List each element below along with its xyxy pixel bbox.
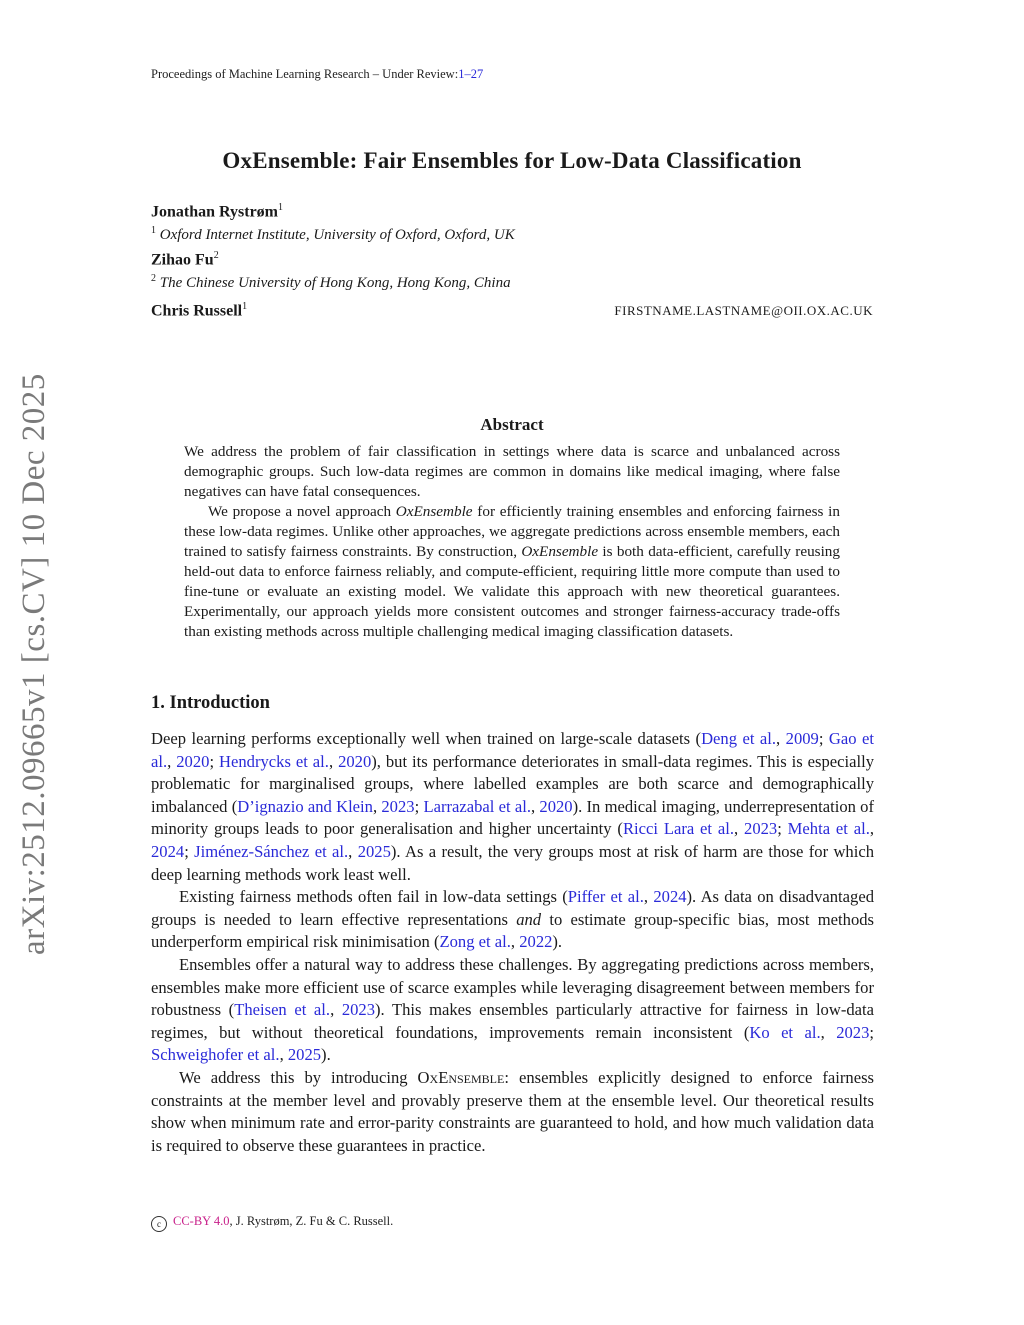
text: ; [184,841,195,861]
text: , [820,1022,837,1042]
citation-year-link[interactable]: 2023 [744,819,778,839]
intro-paragraph-1 [151,728,874,886]
text: , [510,932,520,952]
text: ). As a result, the very groups most at risk of harm are those for which deep learning methods work least well. [151,841,875,884]
citation-link[interactable]: Jiménez-Sánchez et al. [194,841,349,861]
author-2-sup: 2 [213,250,219,261]
author-3-name: Chris Russell [151,302,243,320]
text: ; [777,819,788,839]
abstract-body [184,442,840,642]
author-2 [151,250,219,269]
text: Existing fairness methods often fail in low-data settings ( [179,887,568,907]
affiliation-1-sup: 1 [151,225,156,236]
citation-link[interactable]: Theisen et al. [234,1000,331,1020]
author-2-name: Zihao Fu [151,251,214,269]
citation-link[interactable]: Ko et al. [749,1022,821,1042]
abstract-text: for efficiently training ensembles and enforcing fairness in these low-data regimes. Unlike other approaches, we aggregate predictions across ensemble members, each trained to satisfy fairness constraints. By construction, [184,503,840,560]
copyright-icon: c [151,1216,167,1232]
citation-year-link[interactable]: 2024 [653,887,687,907]
footer-authors: , J. Rystrøm, Z. Fu & C. Russell. [229,1214,394,1228]
text: ; [869,1022,874,1042]
citation-link[interactable]: Schweighofer et al. [151,1045,280,1065]
page-range-link[interactable]: 1–27 [458,67,484,81]
citation-year-link[interactable]: 2009 [785,729,819,748]
citation-link[interactable]: Hendrycks et al. [219,751,329,771]
method-name: OxEnsemble [395,503,473,520]
citation-year-link[interactable]: 2023 [341,1000,376,1020]
text: , [869,819,875,839]
citation-year-link[interactable]: 2020 [338,751,372,771]
citation-year-link[interactable]: 2025 [287,1045,322,1065]
abstract-text: is both data-efficient, carefully reusing held-out data to enforce fairness reliably, and compute-efficient, requiring little more compute than used to fine-tune or evaluate an existing model. We validate this approach with new theoretical guarantees. Experimentally, our approach yields more consistent outcomes and stronger fairness-accuracy trade-offs than existing methods across multiple challenging medical imaging classification datasets. [184,543,840,640]
abstract-heading: Abstract [480,415,544,434]
text: ), but its performance deteriorates in small-data regimes. This is especially problematic for marginalised groups, where labelled examples are both scarce and demographically imbalanced ( [151,751,875,816]
citation-link[interactable]: Mehta et al. [787,819,870,839]
method-name: OxEnsemble [417,1067,505,1087]
author-3-sup: 1 [242,301,248,312]
affiliation-1 [151,225,515,244]
section-heading-introduction: 1. Introduction [151,693,270,713]
citation-link[interactable]: Ricci Lara et al. [622,819,735,839]
text: , [328,751,339,771]
citation-year-link[interactable]: 2023 [381,796,415,816]
license-link[interactable]: CC-BY 4.0 [173,1214,230,1228]
affiliation-2-text: The Chinese University of Hong Kong, Hong Kong, China [159,275,511,291]
text: , [372,796,382,816]
text: ; [414,796,424,816]
text: , [279,1045,288,1065]
text: Deep learning performs exceptionally well when trained on large-scale datasets ( [151,729,702,748]
author-1 [151,202,283,221]
text: , [530,796,540,816]
emphasis: and [516,909,542,929]
text: ). [321,1045,331,1065]
text: ). This makes ensembles particularly attractive for fairness in low-data regimes, but without theoretical foundations, improvements remain inconsistent ( [151,1000,875,1042]
citation-link[interactable]: Larrazabal et al. [423,796,531,816]
paper-title: OxEnsemble: Fair Ensembles for Low-Data Classification [222,148,802,173]
text: , [643,887,654,907]
text: Ensembles offer a natural way to address these challenges. By aggregating predictions across members, ensembles make more efficient use of scarce examples while leveraging disagreement between members for robustness ( [151,954,874,1020]
citation-link[interactable]: Deng et al. [701,729,777,748]
citation-year-link[interactable]: 2020 [539,796,573,816]
citation-year-link[interactable]: 2023 [836,1022,870,1042]
text: We address this by introducing [179,1067,418,1087]
arxiv-identifier: arXiv:2512.09665v1 [cs.CV] 10 Dec 2025 [16,373,52,955]
citation-year-link[interactable]: 2024 [151,841,185,861]
running-header-text: Proceedings of Machine Learning Research – Under Review: [151,67,459,81]
text: ; [209,751,220,771]
text: , [330,1000,342,1020]
abstract-text: We propose a novel approach [208,503,396,520]
contact-email: FIRSTNAME.LASTNAME@OII.OX.AC.UK [614,303,873,318]
method-name: OxEnsemble [521,543,599,560]
citation-link[interactable]: Piffer et al. [567,887,644,907]
abstract-paragraph-2 [184,502,840,642]
citation-year-link[interactable]: 2022 [519,932,553,952]
text: , [734,819,745,839]
introduction-body [151,728,874,1157]
text: ). In medical imaging, underrepresentation of minority groups leads to poor generalisation and higher uncertainty ( [151,796,875,839]
running-header [151,67,483,82]
text: to estimate group-specific bias, most methods underperform empirical risk minimisation ( [151,909,874,952]
author-3 [151,301,247,320]
affiliation-1-text: Oxford Internet Institute, University of Oxford, Oxford, UK [159,227,515,243]
affiliation-2 [151,273,511,292]
text: ). [552,932,563,952]
intro-paragraph-3 [151,954,874,1067]
author-1-sup: 1 [278,202,283,213]
citation-year-link[interactable]: 2020 [176,751,210,771]
intro-paragraph-4 [151,1067,874,1157]
citation-year-link[interactable]: 2025 [357,841,391,861]
text: , [167,751,177,771]
text: : ensembles explicitly designed to enforce fairness constraints at the member level and provably preserve them at the ensemble level. Our theoretical results show when minimum rate and error-parity constraints are guaranteed to hold, and how much validation data is required to observe these guarantees in practice. [151,1067,874,1155]
license-footer [151,1214,393,1232]
intro-paragraph-2 [151,886,874,954]
citation-link[interactable]: Gao et al. [151,729,874,771]
author-1-name: Jonathan Rystrøm [151,203,278,221]
citation-link[interactable]: D’ignazio and Klein [237,796,373,816]
abstract-paragraph-1: We address the problem of fair classification in settings where data is scarce and unbalanced across demographic groups. Such low-data regimes are common in domains like medical imaging, where false negatives can have fatal consequences. [184,443,840,500]
affiliation-2-sup: 2 [151,273,156,284]
citation-link[interactable]: Zong et al. [439,932,511,952]
text: , [776,729,786,748]
text: , [348,841,358,861]
text: ; [818,729,829,748]
text: ). As data on disadvantaged groups is needed to learn effective representations [151,887,874,929]
